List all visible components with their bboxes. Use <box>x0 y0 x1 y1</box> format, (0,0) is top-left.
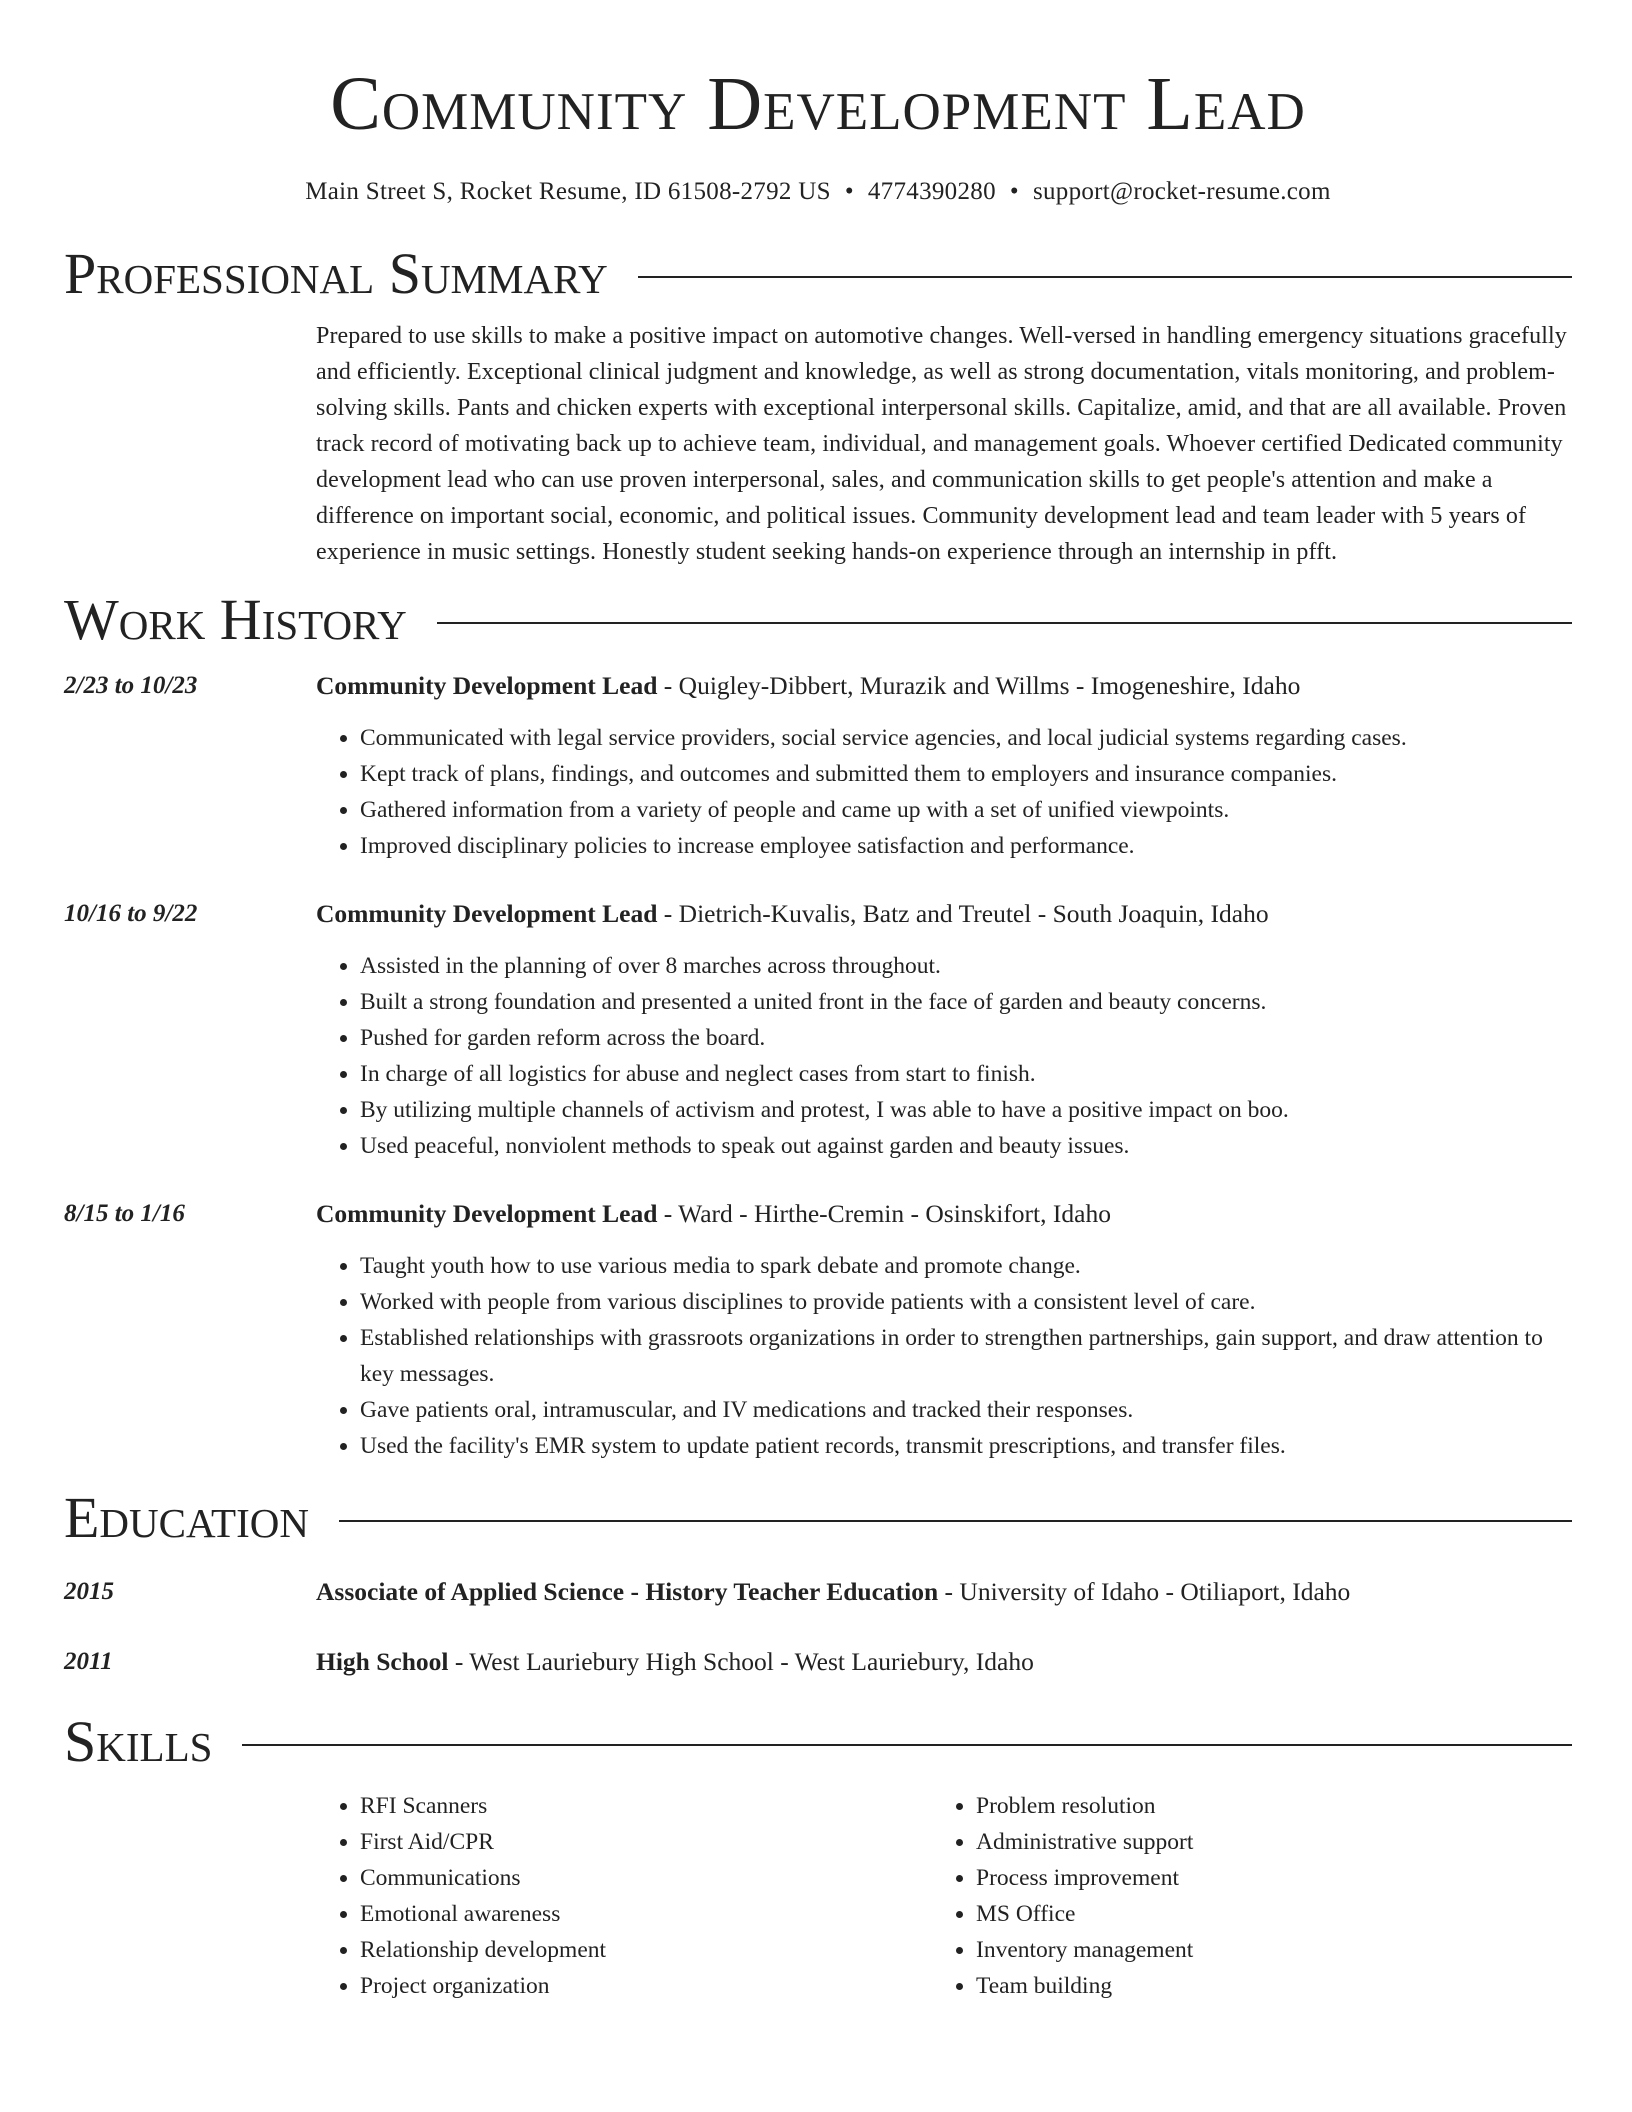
job-entry <box>64 896 1572 1164</box>
education-entry <box>64 1574 1572 1610</box>
section-divider <box>242 1744 1572 1746</box>
contact-email: support@rocket-resume.com <box>1032 178 1331 205</box>
section-divider <box>437 622 1572 624</box>
skill-item: • Communications <box>360 1860 932 1896</box>
skill-item: • MS Office <box>976 1896 1548 1932</box>
job-entry <box>64 1196 1572 1464</box>
skill-item: • Team building <box>976 1968 1548 2004</box>
job-bullets <box>316 948 1572 1164</box>
job-bullet: • Pushed for garden reform across the board. <box>360 1020 1572 1056</box>
job-dates: 8/15 to 1/16 <box>64 1200 185 1227</box>
contact-phone: 4774390280 <box>867 178 996 205</box>
job-title: Community Development Lead <box>316 671 658 700</box>
work-section-title: Work History <box>64 587 407 652</box>
skill-item: • Administrative support <box>976 1824 1548 1860</box>
job-bullet: • Worked with people from various disciplines to provide patients with a consistent level of care. <box>360 1284 1572 1320</box>
job-details: - Dietrich-Kuvalis, Batz and Treutel - South Joaquin, Idaho <box>657 899 1269 928</box>
section-divider <box>339 1520 1572 1522</box>
contact-address: Main Street S, Rocket Resume, ID 61508-2792 US <box>305 178 831 205</box>
education-details: - University of Idaho - Otiliaport, Idaho <box>938 1577 1351 1606</box>
job-title: Community Development Lead <box>316 1199 658 1228</box>
skill-item: • Inventory management <box>976 1932 1548 1968</box>
skills-section-title: Skills <box>64 1709 213 1774</box>
job-entry <box>64 668 1572 864</box>
contact-separator: • <box>1009 178 1019 205</box>
skill-item: • Relationship development <box>360 1932 932 1968</box>
summary-text: Prepared to use skills to make a positive impact on automotive changes. Well-versed in handling emergency situations gracefully and efficiently. Exceptional clinical judgment and knowledge, as well as strong documentation, vitals monitoring, and problem-solving skills. Pants and chicken experts with exceptional interpersonal skills. Capitalize, amid, and that are all available. Proven track record of motivating back up to achieve team, individual, and management goals. Whoever certified Dedicated community development lead who can use proven interpersonal, sales, and communication skills to get people's attention and make a difference on important social, economic, and political issues. Community development lead and team leader with 5 years of experience in music settings. Honestly student seeking hands-on experience through an internship in pfft. <box>316 323 1567 565</box>
job-bullet: • Used peaceful, nonviolent methods to speak out against garden and beauty issues. <box>360 1128 1572 1164</box>
job-bullets <box>316 720 1572 864</box>
contact-separator: • <box>844 178 854 205</box>
section-divider <box>638 276 1572 278</box>
education-year: 2011 <box>64 1648 113 1675</box>
education-degree: Associate of Applied Science - History Teacher Education <box>316 1577 939 1606</box>
job-bullet: • Taught youth how to use various media to spark debate and promote change. <box>360 1248 1572 1284</box>
job-bullet: • Communicated with legal service providers, social service agencies, and local judicial systems regarding cases. <box>360 720 1572 756</box>
job-bullet: • Established relationships with grassroots organizations in order to strengthen partnerships, gain support, and draw attention to key messages. <box>360 1320 1572 1392</box>
job-heading <box>316 1196 1572 1232</box>
education-entry <box>64 1644 1572 1680</box>
work-section-header <box>64 588 1572 652</box>
summary-row <box>64 306 1572 570</box>
skills-section-header <box>64 1710 1572 1774</box>
education-section-title: Education <box>64 1485 309 1550</box>
job-title: Community Development Lead <box>316 899 658 928</box>
skills-column-right <box>932 1788 1548 2004</box>
skill-item: • RFI Scanners <box>360 1788 932 1824</box>
education-degree: High School <box>316 1647 449 1676</box>
resume-name: Community Development Lead <box>330 62 1306 146</box>
education-list <box>64 1574 1572 1680</box>
skill-item: • Process improvement <box>976 1860 1548 1896</box>
skills-row <box>64 1774 1572 2004</box>
job-details: - Ward - Hirthe-Cremin - Osinskifort, Idaho <box>657 1199 1111 1228</box>
education-details: - West Lauriebury High School - West Lauriebury, Idaho <box>448 1647 1034 1676</box>
summary-section-header <box>64 242 1572 306</box>
job-bullet: • Used the facility's EMR system to update patient records, transmit prescriptions, and transfer files. <box>360 1428 1572 1464</box>
education-section-header <box>64 1486 1572 1550</box>
skill-item: • Problem resolution <box>976 1788 1548 1824</box>
job-bullet: • By utilizing multiple channels of activism and protest, I was able to have a positive impact on boo. <box>360 1092 1572 1128</box>
skills-column-left <box>316 1788 932 2004</box>
job-bullet: • Gave patients oral, intramuscular, and IV medications and tracked their responses. <box>360 1392 1572 1428</box>
job-dates: 2/23 to 10/23 <box>64 672 198 699</box>
job-bullet: • Gathered information from a variety of people and came up with a set of unified viewpoints. <box>360 792 1572 828</box>
skill-item: • First Aid/CPR <box>360 1824 932 1860</box>
resume-page <box>64 0 1572 2004</box>
job-dates: 10/16 to 9/22 <box>64 900 198 927</box>
job-details: - Quigley-Dibbert, Murazik and Willms - Imogeneshire, Idaho <box>657 671 1301 700</box>
job-bullet: • In charge of all logistics for abuse and neglect cases from start to finish. <box>360 1056 1572 1092</box>
skill-item: • Project organization <box>360 1968 932 2004</box>
job-bullet: • Assisted in the planning of over 8 marches across throughout. <box>360 948 1572 984</box>
job-bullet: • Built a strong foundation and presented a united front in the face of garden and beauty concerns. <box>360 984 1572 1020</box>
job-bullets <box>316 1248 1572 1464</box>
job-heading <box>316 896 1572 932</box>
education-year: 2015 <box>64 1578 114 1605</box>
job-heading <box>316 668 1572 704</box>
job-bullet: • Improved disciplinary policies to increase employee satisfaction and performance. <box>360 828 1572 864</box>
job-bullet: • Kept track of plans, findings, and outcomes and submitted them to employers and insurance companies. <box>360 756 1572 792</box>
skill-item: • Emotional awareness <box>360 1896 932 1932</box>
contact-line <box>64 176 1572 208</box>
work-history-list <box>64 668 1572 1464</box>
summary-section-title: Professional Summary <box>64 241 608 306</box>
